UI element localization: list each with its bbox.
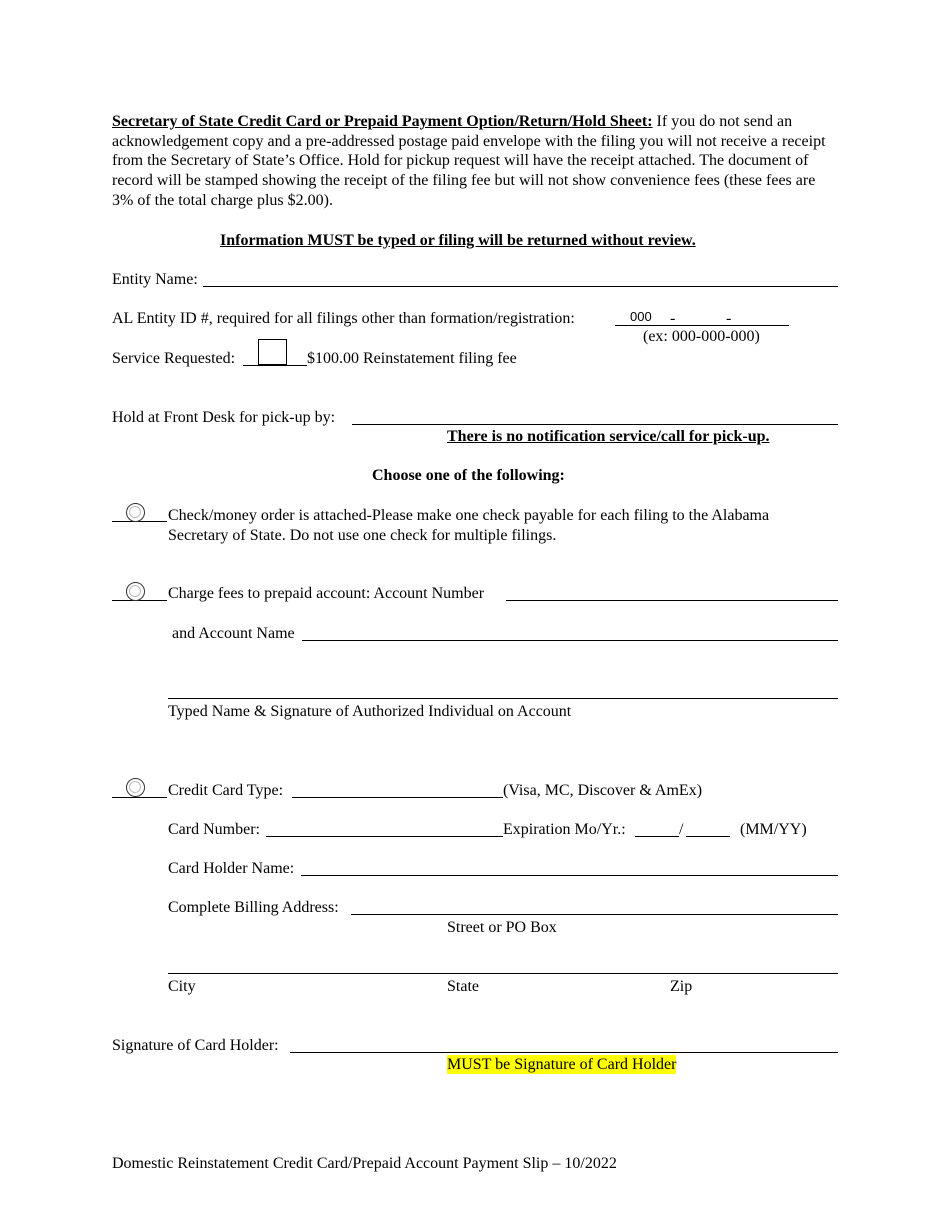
prepaid-option-line — [112, 600, 167, 601]
service-requested-label: Service Requested: — [112, 350, 236, 367]
prepaid-account-number-label: Charge fees to prepaid account: Account Number — [168, 585, 485, 602]
card-type-hint: (Visa, MC, Discover & AmEx) — [503, 782, 703, 799]
service-fee-label: $100.00 Reinstatement filing fee — [307, 350, 517, 367]
prepaid-signature-line — [168, 698, 838, 699]
prepaid-account-number-line — [506, 600, 838, 601]
intro-text: If you do not send an acknowledgement copy and a pre-addressed postage paid envelope with the filing you will not receive a receipt from the Secretary of State’s Office. Hold for pickup request will have the receipt attached. The document of record will be stamped showing the receipt of the filing fee but will not show convenience fees (these fees are 3% of the total charge plus $2.00). — [112, 113, 826, 209]
expiration-hint: (MM/YY) — [740, 821, 807, 838]
prepaid-option-radio[interactable] — [126, 582, 145, 601]
entity-name-label: Entity Name: — [112, 271, 198, 288]
entity-id-example: (ex: 000-000-000) — [643, 328, 760, 345]
card-holder-signature-label: Signature of Card Holder: — [112, 1037, 279, 1054]
card-holder-name-label: Card Holder Name: — [168, 860, 295, 877]
entity-id-label: AL Entity ID #, required for all filings other than formation/registration: — [112, 310, 575, 327]
entity-name-input[interactable] — [206, 268, 836, 286]
check-option-text-line2: Secretary of State. Do not use one check for multiple filings. — [168, 527, 557, 544]
billing-city-state-zip-line — [168, 973, 838, 974]
expiration-label: Expiration Mo/Yr.: — [503, 821, 626, 838]
expiration-month-line — [635, 836, 679, 837]
city-caption: City — [168, 978, 196, 995]
entity-id-part1-input[interactable] — [630, 307, 662, 325]
prepaid-signature-input[interactable] — [170, 680, 834, 698]
service-reinstatement-checkbox[interactable] — [258, 339, 287, 365]
expiration-month-input[interactable] — [637, 818, 677, 836]
card-type-input[interactable] — [295, 779, 500, 797]
billing-city-state-zip-input[interactable] — [170, 955, 834, 973]
prepaid-account-name-label: and Account Name — [172, 625, 295, 642]
expiration-year-line — [686, 836, 730, 837]
service-checkbox-line — [243, 365, 307, 366]
form-footer: Domestic Reinstatement Credit Card/Prepaid Account Payment Slip – 10/2022 — [112, 1155, 617, 1172]
intro-paragraph — [112, 112, 834, 211]
card-number-label: Card Number: — [168, 821, 260, 838]
card-number-line — [266, 836, 503, 837]
card-type-line — [292, 797, 503, 798]
zip-caption: Zip — [670, 978, 693, 995]
prepaid-account-name-line — [302, 640, 838, 641]
hold-line — [352, 424, 838, 425]
card-type-label: Credit Card Type: — [168, 782, 284, 799]
card-holder-signature-input[interactable] — [293, 1034, 835, 1052]
entity-id-part3-input[interactable] — [736, 307, 786, 325]
entity-id-line — [615, 325, 789, 326]
entity-id-separator-2: - — [726, 310, 732, 327]
hold-label: Hold at Front Desk for pick-up by: — [112, 409, 336, 426]
prepaid-account-name-input[interactable] — [305, 622, 835, 640]
hold-input[interactable] — [355, 406, 835, 424]
entity-name-line — [203, 286, 838, 287]
expiration-year-input[interactable] — [688, 818, 728, 836]
expiration-separator: / — [679, 821, 684, 838]
choose-heading: Choose one of the following: — [372, 467, 565, 484]
entity-id-separator-1: - — [670, 310, 676, 327]
entity-id-part2-input[interactable] — [681, 307, 723, 325]
prepaid-signature-caption: Typed Name & Signature of Authorized Individual on Account — [168, 703, 572, 720]
typed-notice: Information MUST be typed or filing will be returned without review. — [220, 232, 696, 249]
card-number-input[interactable] — [269, 818, 500, 836]
card-holder-name-line — [301, 875, 838, 876]
billing-address-label: Complete Billing Address: — [168, 899, 339, 916]
billing-street-input[interactable] — [354, 896, 835, 914]
hold-notification-note: There is no notification service/call for pick-up. — [447, 428, 770, 445]
form-title: Secretary of State Credit Card or Prepaid Payment Option/Return/Hold Sheet: — [112, 113, 653, 130]
check-option-line — [112, 521, 167, 522]
check-option-text-line1: Check/money order is attached-Please make one check payable for each filing to the Alabama — [168, 507, 770, 524]
card-option-radio[interactable] — [126, 778, 145, 797]
state-caption: State — [447, 978, 479, 995]
card-holder-name-input[interactable] — [304, 857, 835, 875]
billing-address-line — [351, 914, 838, 915]
signature-highlight-note: MUST be Signature of Card Holder — [447, 1056, 677, 1073]
prepaid-account-number-input[interactable] — [509, 582, 835, 600]
card-option-line — [112, 797, 167, 798]
card-holder-signature-line — [290, 1052, 838, 1053]
check-option-radio[interactable] — [126, 503, 145, 522]
street-caption: Street or PO Box — [447, 919, 557, 936]
